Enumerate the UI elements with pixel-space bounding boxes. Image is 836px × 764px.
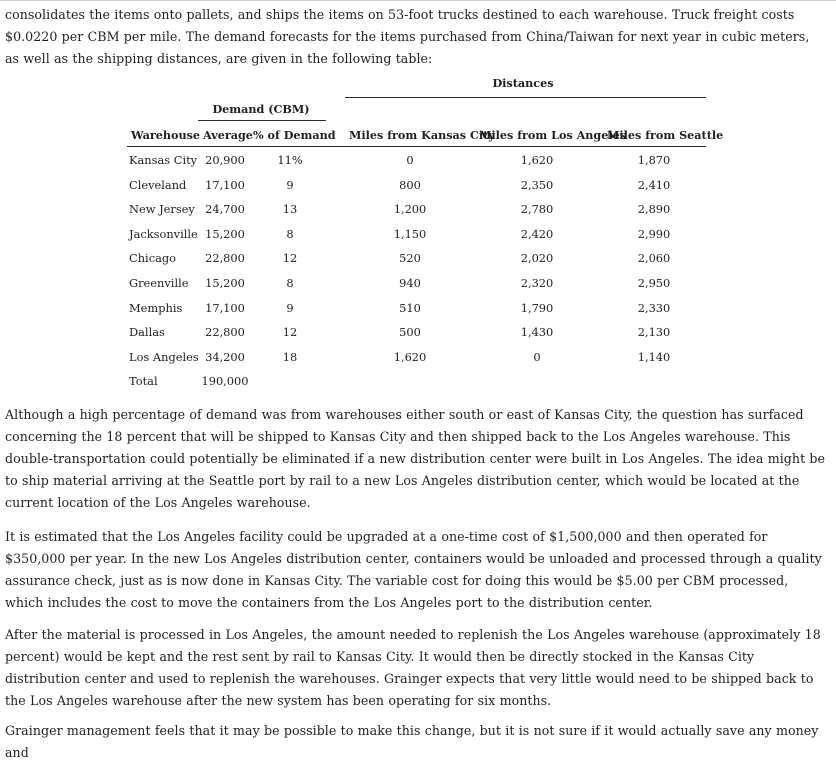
table-cell-pct: 12 [282,251,298,266]
table-cell-pct: 8 [286,226,294,241]
table-cell-average: 15,200 [205,276,245,290]
table-cell-pct: 9 [286,177,294,192]
table-cell-sea: 2,890 [637,202,671,217]
col-header-pct-demand: % of Demand [253,128,336,142]
table-cell-kc: 520 [399,251,421,266]
table-cell-kc: 500 [399,325,421,340]
table-cell-warehouse: Memphis [129,300,183,315]
table-cell-warehouse: Chicago [129,251,177,266]
intro-paragraph: consolidates the items onto pallets, and ships the items on 53-foot trucks destined to each warehouse. Truck freight costs $0.0220 per CBM per mile. The demand forecasts for the items purchased from China/Taiwan for next year in cubic meters, as well as the shipping distances, are given in the following table: [5,7,810,66]
table-cell-average: 17,100 [205,177,245,192]
col-header-miles-la: Miles from Los Angeles [479,128,627,142]
table-cell-warehouse: Total [129,374,158,389]
table-cell-kc: 510 [399,300,421,315]
distances-rule [345,97,706,98]
table-cell-average: 15,200 [205,226,245,241]
table-cell-sea: 2,060 [637,251,671,266]
table-cell-sea: 2,950 [637,276,671,290]
table-cell-warehouse: Greenville [129,276,189,290]
table-cell-la: 2,420 [520,226,554,241]
table-cell-la: 1,430 [520,325,554,340]
table-cell-sea: 2,990 [637,226,671,241]
table-cell-warehouse: Los Angeles [129,349,199,364]
paragraph-management: Grainger management feels that it may be possible to make this change, but it is not sure if it would actually save any money and [5,723,819,760]
paragraph-la-facility: It is estimated that the Los Angeles facility could be upgraded at a one-time cost of $1,500,000 and then operated for $350,000 per year. In the new Los Angeles distribution center, containers would be unloaded and processed through a quality assurance check, just as is now done in Kansas City. The variable cost for doing this would be $5.00 per CBM processed, which includes the cost to move the containers from the Los Angeles port to the distribution center. [5,529,822,610]
col-header-miles-sea: Miles from Seattle [607,128,724,142]
table-cell-la: 2,320 [520,276,554,290]
table-cell-pct: 11% [277,153,303,167]
table-cell-warehouse: New Jersey [129,202,195,217]
table-cell-pct: 8 [286,276,294,290]
table-cell-pct: 9 [286,300,294,315]
table-cell-sea: 2,130 [637,325,671,340]
table-cell-kc: 1,200 [393,202,427,217]
group-header-demand: Demand (CBM) [212,102,310,116]
table-cell-kc: 1,150 [393,226,427,241]
table-cell-warehouse: Cleveland [129,177,187,192]
col-header-warehouse: Warehouse [131,128,200,142]
paragraph-double-transport: Although a high percentage of demand was from warehouses either south or east of Kansas City, the question has surfaced concerning the 18 percent that will be shipped to Kansas City and then shipped back to the Los Angeles warehouse. This double-transportation could potentially be eliminated if a new distribution center were built in Los Angeles. The idea might be to ship material arriving at the Seattle port by rail to a new Los Angeles distribution center, which would be located at the current location of the Los Angeles warehouse. [5,407,826,510]
table-cell-average: 22,800 [205,325,245,340]
table-cell-la: 1,620 [520,153,554,167]
header-rule [127,146,706,147]
col-header-average: Average [203,128,253,142]
table-cell-pct: 18 [282,349,298,364]
table-cell-average: 24,700 [205,202,245,217]
table-cell-la: 0 [533,349,541,364]
table-cell-warehouse: Jacksonville [129,226,198,241]
group-header-distances: Distances [492,76,554,90]
table-cell-la: 2,350 [520,177,554,192]
paragraph-processing: After the material is processed in Los Angeles, the amount needed to replenish the Los Angeles warehouse (approximately 18 percent) would be kept and the rest sent by rail to Kansas City. It would then be directly stocked in the Kansas City distribution center and used to replenish the warehouses. Grainger expects that very little would need to be shipped back to the Los Angeles warehouse after the new system has been operating for six months. [5,627,821,708]
table-cell-sea: 2,410 [637,177,671,192]
table-cell-warehouse: Dallas [129,325,165,340]
table-cell-sea: 1,140 [637,349,671,364]
table-cell-kc: 0 [406,153,414,167]
table-cell-sea: 2,330 [637,300,671,315]
table-cell-la: 2,780 [520,202,554,217]
table-cell-average: 34,200 [205,349,245,364]
table-cell-la: 2,020 [520,251,554,266]
table-cell-pct: 13 [282,202,298,217]
table-cell-average: 17,100 [205,300,245,315]
table-cell-pct: 12 [282,325,298,340]
table-cell-la: 1,790 [520,300,554,315]
table-cell-kc: 800 [399,177,421,192]
table-cell-sea: 1,870 [637,153,671,167]
table-cell-kc: 1,620 [393,349,427,364]
table-cell-kc: 940 [399,276,421,290]
demand-rule [198,120,326,121]
table-cell-warehouse: Kansas City [129,153,198,167]
table-cell-average: 20,900 [205,153,245,167]
col-header-miles-kc: Miles from Kansas City [349,128,495,142]
table-cell-average: 22,800 [205,251,245,266]
table-cell-average: 190,000 [201,374,249,389]
